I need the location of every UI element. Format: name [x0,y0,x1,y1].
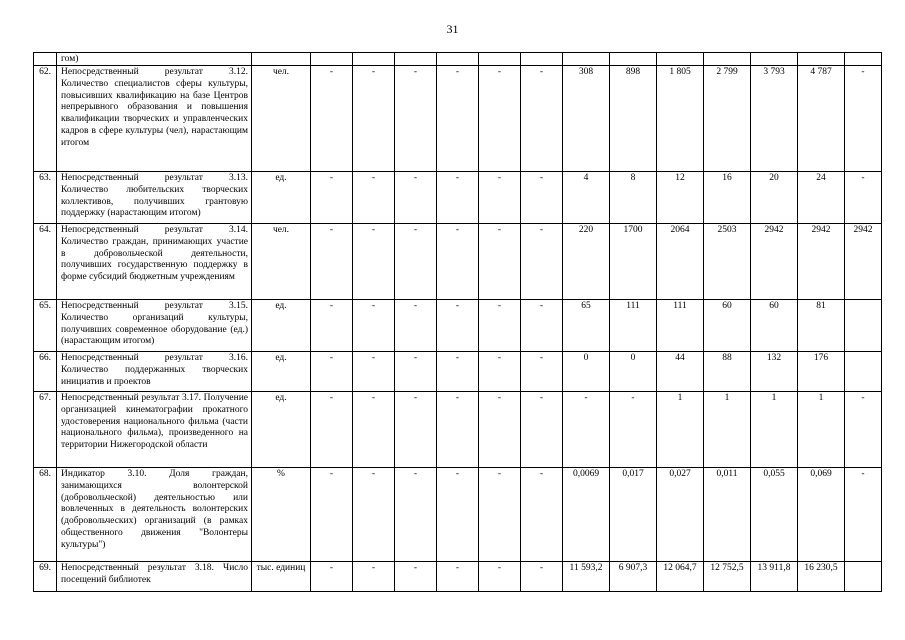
row-value-cell: - [395,562,437,592]
row-value-cell: 898 [610,66,657,172]
row-value-cell: 1 [751,392,798,468]
row-value-cell: 2503 [704,224,751,300]
row-value-cell: - [395,392,437,468]
row-value-cell: - [395,172,437,224]
table-row [34,392,882,468]
indicators-table [33,52,882,592]
row-value-cell: - [311,300,353,352]
row-value-cell: - [479,392,521,468]
row-number: 68. [34,468,57,562]
row-value-cell: 3 793 [751,66,798,172]
row-value-cell: 220 [563,224,610,300]
row-value-cell: - [845,66,882,172]
row-value-cell: - [437,224,479,300]
row-description: Непосредственный результат 3.18. Число посещений библиотек [57,562,252,592]
row-unit: ед. [252,300,311,352]
row-value-cell: 2942 [845,224,882,300]
row-value-cell: - [437,352,479,392]
row-value-cell: - [395,66,437,172]
continuation-text-cell: гом) [57,53,252,66]
row-value-cell: 44 [657,352,704,392]
table-row [34,468,882,562]
row-unit: чел. [252,224,311,300]
row-value-cell: 8 [610,172,657,224]
row-value-cell: - [845,468,882,562]
row-value-cell: - [311,562,353,592]
row-value-cell: - [311,352,353,392]
row-value-cell: - [479,562,521,592]
row-value-cell: - [437,172,479,224]
row-value-cell: 0,017 [610,468,657,562]
row-value-cell: - [311,468,353,562]
row-value-cell: - [395,468,437,562]
row-number: 69. [34,562,57,592]
row-value-cell: 81 [798,300,845,352]
table-row [34,562,882,592]
row-value-cell: 0,0069 [563,468,610,562]
row-value-cell: - [437,468,479,562]
row-unit: ед. [252,352,311,392]
row-unit: ед. [252,172,311,224]
row-value-cell: 0,027 [657,468,704,562]
row-value-cell: 20 [751,172,798,224]
row-number: 66. [34,352,57,392]
row-value-cell: - [311,224,353,300]
row-value-cell: 132 [751,352,798,392]
row-description: Индикатор 3.10. Доля граждан, занимающихся волонтерской (добровольческой) деятельностью или вовлеченных в деятельность волонтерских (добровольческих) организаций (в рамках общественного движения "Волонтеры культуры") [57,468,252,562]
row-number: 62. [34,66,57,172]
row-value-cell: - [437,66,479,172]
row-value-cell: 1 [798,392,845,468]
row-value-cell [845,562,882,592]
row-value-cell: 16 230,5 [798,562,845,592]
row-value-cell: - [353,468,395,562]
row-value-cell: - [311,392,353,468]
row-description: Непосредственный результат 3.17. Получение организацией кинематографии прокатного удостоверения национального фильма (части национального фильма), произведенного на территории Нижегородской области [57,392,252,468]
row-value-cell: - [395,300,437,352]
row-value-cell: - [521,224,563,300]
row-value-cell: - [353,562,395,592]
row-value-cell: - [479,300,521,352]
row-value-cell: 0,069 [798,468,845,562]
table-row [34,352,882,392]
row-value-cell: 88 [704,352,751,392]
row-value-cell: 12 [657,172,704,224]
row-value-cell: - [353,352,395,392]
row-number: 65. [34,300,57,352]
row-value-cell: - [563,392,610,468]
row-value-cell: - [521,300,563,352]
row-value-cell: - [479,172,521,224]
row-value-cell: 65 [563,300,610,352]
row-description: Непосредственный результат 3.16. Количество поддержанных творческих инициатив и проектов [57,352,252,392]
row-value-cell: 11 593,2 [563,562,610,592]
row-value-cell: 1700 [610,224,657,300]
continuation-num-cell [34,53,57,66]
row-number: 67. [34,392,57,468]
row-value-cell: 60 [751,300,798,352]
row-value-cell: - [610,392,657,468]
row-value-cell: - [353,300,395,352]
row-value-cell: 16 [704,172,751,224]
row-description: Непосредственный результат 3.14. Количество граждан, принимающих участие в добровольческой деятельности, получивших государственную поддержку в форме субсидий бюджетным учреждениям [57,224,252,300]
row-value-cell: - [845,172,882,224]
row-value-cell: 308 [563,66,610,172]
row-value-cell: 12 064,7 [657,562,704,592]
table-row [34,224,882,300]
row-value-cell: - [353,66,395,172]
row-value-cell: - [353,224,395,300]
row-unit: чел. [252,66,311,172]
row-value-cell: 0,011 [704,468,751,562]
row-value-cell: - [521,352,563,392]
row-value-cell: 4 787 [798,66,845,172]
row-value-cell: 60 [704,300,751,352]
row-value-cell: - [311,172,353,224]
row-description: Непосредственный результат 3.15. Количество организаций культуры, получивших современное оборудование (ед.) (нарастающим итогом) [57,300,252,352]
row-value-cell: - [437,392,479,468]
table-row [34,172,882,224]
row-value-cell: 2942 [751,224,798,300]
row-value-cell: 0 [563,352,610,392]
row-value-cell: 0 [610,352,657,392]
row-value-cell: 111 [657,300,704,352]
row-number: 63. [34,172,57,224]
row-value-cell: - [521,66,563,172]
row-description: Непосредственный результат 3.12. Количество специалистов сферы культуры, повысивших квалификацию на базе Центров непрерывного образования и повышения квалификации творческих и управленческих кадров в сфере культуры (чел), нарастающим итогом [57,66,252,172]
row-value-cell: 12 752,5 [704,562,751,592]
row-value-cell: - [353,392,395,468]
table-row [34,66,882,172]
page-number: 31 [446,22,459,36]
row-value-cell: 2942 [798,224,845,300]
row-value-cell: 6 907,3 [610,562,657,592]
row-value-cell: - [479,468,521,562]
row-value-cell: 1 [704,392,751,468]
table-row [34,300,882,352]
row-number: 64. [34,224,57,300]
row-unit: % [252,468,311,562]
row-value-cell: - [845,392,882,468]
row-value-cell: 2064 [657,224,704,300]
row-value-cell: 1 805 [657,66,704,172]
row-value-cell: - [353,172,395,224]
row-description: Непосредственный результат 3.13. Количество любительских творческих коллективов, получивших грантовую поддержку (нарастающим итогом) [57,172,252,224]
row-value-cell: - [311,66,353,172]
row-value-cell [845,300,882,352]
row-unit: ед. [252,392,311,468]
row-value-cell: - [521,562,563,592]
row-value-cell: - [395,224,437,300]
row-value-cell: - [521,468,563,562]
row-value-cell: 1 [657,392,704,468]
row-unit: тыс. единиц [252,562,311,592]
row-value-cell: - [479,66,521,172]
row-value-cell [845,352,882,392]
continuation-row [34,53,882,66]
row-value-cell: - [479,352,521,392]
row-value-cell: - [395,352,437,392]
row-value-cell: - [521,172,563,224]
row-value-cell: 176 [798,352,845,392]
row-value-cell: 4 [563,172,610,224]
row-value-cell: 111 [610,300,657,352]
row-value-cell: 24 [798,172,845,224]
row-value-cell: - [437,300,479,352]
row-value-cell: - [479,224,521,300]
row-value-cell: 13 911,8 [751,562,798,592]
row-value-cell: 0,055 [751,468,798,562]
row-value-cell: - [437,562,479,592]
row-value-cell: 2 799 [704,66,751,172]
row-value-cell: - [521,392,563,468]
